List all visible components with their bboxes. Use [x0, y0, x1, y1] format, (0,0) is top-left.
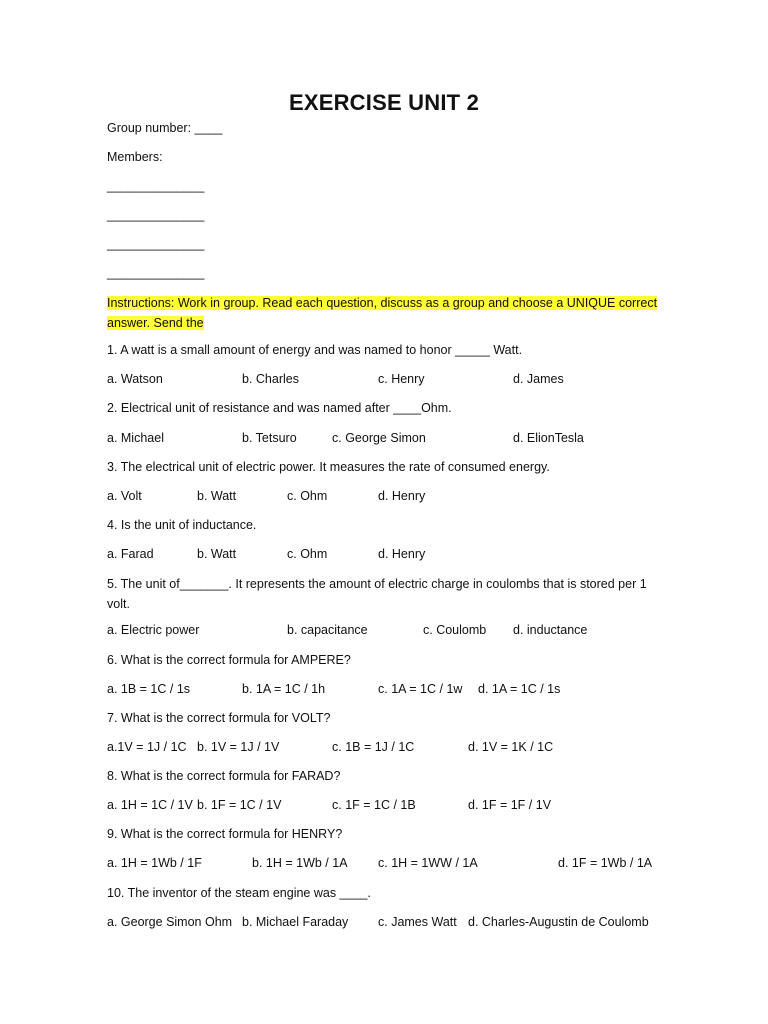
q5-option-c: c. Coulomb: [423, 623, 487, 637]
question-10: 10. The inventor of the steam engine was ____.: [107, 886, 371, 900]
q10-option-b: b. Michael Faraday: [242, 915, 349, 929]
q3-option-c: c. Ohm: [287, 489, 328, 503]
q7-option-c: c. 1B = 1J / 1C: [332, 740, 415, 754]
q3-option-a: a. Volt: [107, 489, 142, 503]
question-6: 6. What is the correct formula for AMPERE?: [107, 653, 351, 667]
question-7: 7. What is the correct formula for VOLT?: [107, 711, 331, 725]
q10-option-d: d. Charles-Augustin de Coulomb: [468, 915, 649, 929]
instructions-line: Instructions: Work in group. Read each question, discuss as a group and choose a UNIQUE correct: [107, 296, 658, 310]
q5-option-d: d. inductance: [513, 623, 588, 637]
group-number: Group number: ____: [107, 121, 223, 135]
member-line: ______________: [107, 179, 205, 193]
member-line: ______________: [107, 208, 205, 222]
q7-option-a: a.1V = 1J / 1C: [107, 740, 187, 754]
q4-option-a: a. Farad: [107, 547, 154, 561]
q1-option-d: d. James: [513, 372, 564, 386]
q9-option-b: b. 1H = 1Wb / 1A: [252, 856, 348, 870]
q6-option-d: d. 1A = 1C / 1s: [478, 682, 561, 696]
question-5: 5. The unit of_______. It represents the amount of electric charge in coulombs that is stored per 1 volt.: [107, 577, 647, 611]
q2-option-d: d. ElionTesla: [513, 431, 584, 445]
q4-option-c: c. Ohm: [287, 547, 328, 561]
q10-option-a: a. George Simon Ohm: [107, 915, 233, 929]
q3-option-b: b. Watt: [197, 489, 237, 503]
q4-option-d: d. Henry: [378, 547, 426, 561]
q2-option-b: b. Tetsuro: [242, 431, 297, 445]
q5-option-a: a. Electric power: [107, 623, 200, 637]
question-3: 3. The electrical unit of electric power. It measures the rate of consumed energy.: [107, 460, 550, 474]
q2-option-c: c. George Simon: [332, 431, 426, 445]
q3-option-d: d. Henry: [378, 489, 426, 503]
q8-option-c: c. 1F = 1C / 1B: [332, 798, 416, 812]
q4-option-b: b. Watt: [197, 547, 237, 561]
q5-option-b: b. capacitance: [287, 623, 368, 637]
question-8: 8. What is the correct formula for FARAD?: [107, 769, 341, 783]
member-line: ______________: [107, 266, 205, 280]
q7-option-b: b. 1V = 1J / 1V: [197, 740, 280, 754]
q8-option-b: b. 1F = 1C / 1V: [197, 798, 282, 812]
q9-option-a: a. 1H = 1Wb / 1F: [107, 856, 202, 870]
question-9: 9. What is the correct formula for HENRY?: [107, 827, 343, 841]
q6-option-a: a. 1B = 1C / 1s: [107, 682, 191, 696]
q1-option-b: b. Charles: [242, 372, 299, 386]
q1-option-a: a. Watson: [107, 372, 163, 386]
q8-option-d: d. 1F = 1F / 1V: [468, 798, 552, 812]
instructions-line: answer. Send the: [107, 316, 204, 330]
question-1: 1. A watt is a small amount of energy and was named to honor _____ Watt.: [107, 343, 523, 357]
instructions: [107, 293, 667, 333]
q9-option-c: c. 1H = 1WW / 1A: [378, 856, 478, 870]
q2-option-a: a. Michael: [107, 431, 164, 445]
q10-option-c: c. James Watt: [378, 915, 457, 929]
q1-option-c: c. Henry: [378, 372, 425, 386]
q6-option-c: c. 1A = 1C / 1w: [378, 682, 463, 696]
q7-option-d: d. 1V = 1K / 1C: [468, 740, 554, 754]
question-4: 4. Is the unit of inductance.: [107, 518, 257, 532]
question-2: 2. Electrical unit of resistance and was named after ____Ohm.: [107, 401, 452, 415]
q6-option-b: b. 1A = 1C / 1h: [242, 682, 326, 696]
members-label: Members:: [107, 150, 163, 164]
q9-option-d: d. 1F = 1Wb / 1A: [558, 856, 653, 870]
member-line: ______________: [107, 237, 205, 251]
page-title: EXERCISE UNIT 2: [288, 90, 480, 115]
q8-option-a: a. 1H = 1C / 1V: [107, 798, 193, 812]
